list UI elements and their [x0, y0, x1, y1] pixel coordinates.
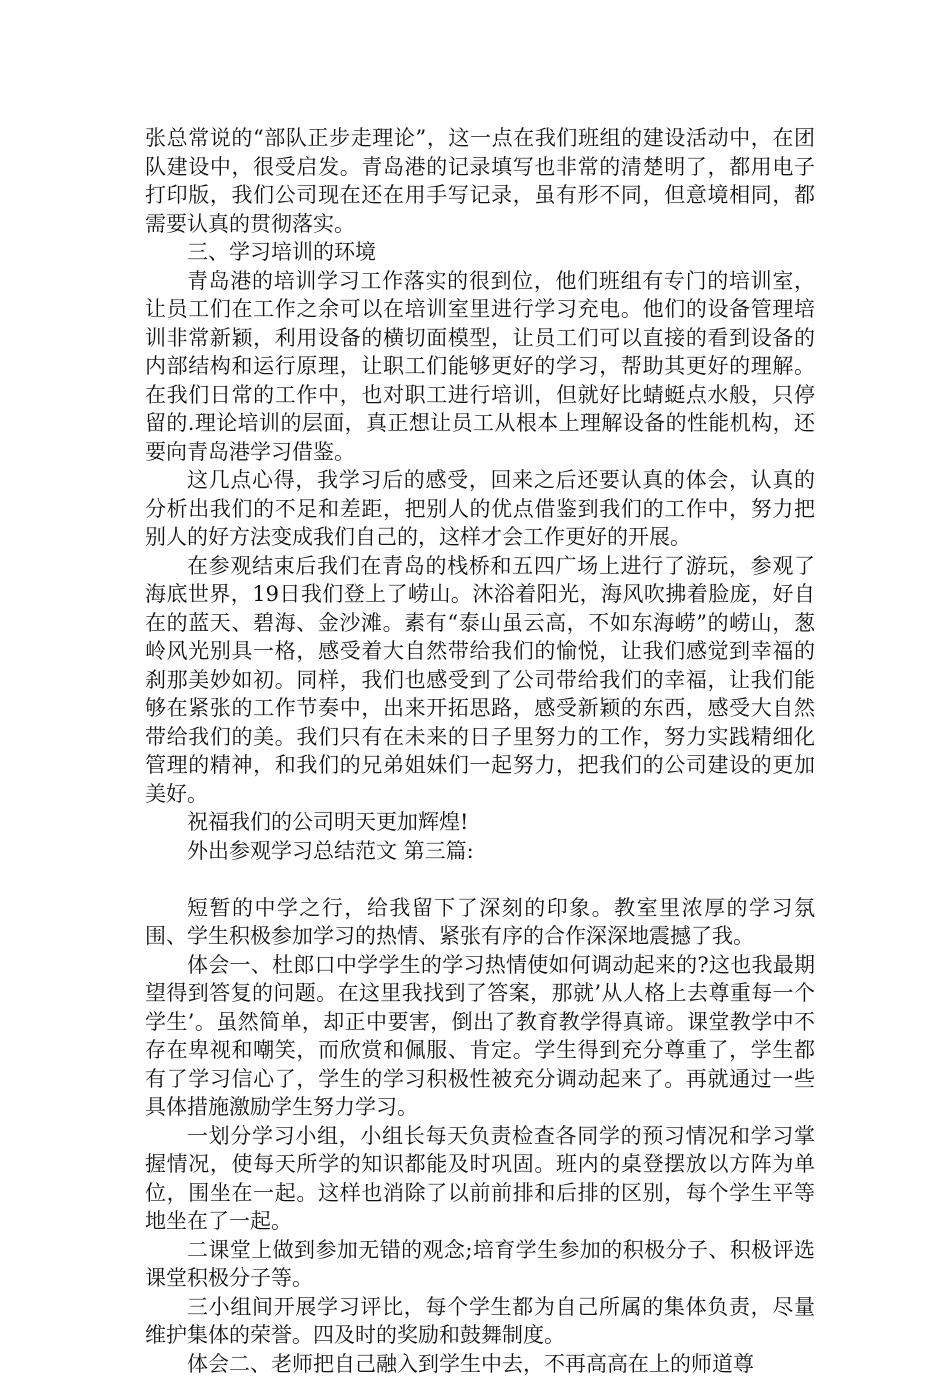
section-title-part-three: 外出参观学习总结范文 第三篇: [145, 837, 815, 866]
paragraph-experience-two: 体会二、老师把自己融入到学生中去，不再高高在上的师道尊 [145, 1350, 815, 1378]
paragraph-impression: 短暂的中学之行，给我留下了深刻的印象。教室里浓厚的学习氛围、学生积极参加学习的热情、紧张有序的合作深深地震撼了我。 [145, 894, 815, 951]
document-page [145, 124, 815, 1378]
paragraph-continuation: 张总常说的“部队正步走理论”，这一点在我们班组的建设活动中，在团队建设中，很受启发。青岛港的记录填写也非常的清楚明了，都用电子打印版，我们公司现在还在用手写记录，虽有形不同，但意境相同，都需要认真的贯彻落实。 [145, 124, 815, 238]
paragraph-study-groups: 一划分学习小组，小组长每天负责检查各同学的预习情况和学习掌握情况，使每天所学的知识都能及时巩固。班内的桌登摆放以方阵为单位，围坐在一起。这样也消除了以前前排和后排的区别，每个学生平等地坐在了一起。 [145, 1122, 815, 1236]
blank-line [145, 865, 815, 894]
paragraph-visit: 在参观结束后我们在青岛的栈桥和五四广场上进行了游玩，参观了海底世界，19日我们登上了崂山。沐浴着阳光，海风吹拂着脸庞，好自在的蓝天、碧海、金沙滩。素有“泰山虽云高，不如东海崂”的崂山，葱岭风光别具一格，感受着大自然带给我们的愉悦，让我们感觉到幸福的刹那美妙如初。同样，我们也感受到了公司带给我们的幸福，让我们能够在紧张的工作节奏中，出来开拓思路，感受新颖的东西，感受大自然带给我们的美。我们只有在未来的日子里努力的工作，努力实践精细化管理的精神，和我们的兄弟姐妹们一起努力，把我们的公司建设的更加美好。 [145, 552, 815, 809]
paragraph-training: 青岛港的培训学习工作落实的很到位，他们班组有专门的培训室，让员工们在工作之余可以在培训室里进行学习充电。他们的设备管理培训非常新颖，利用设备的横切面模型，让员工们可以直接的看到设备的内部结构和运行原理，让职工们能够更好的学习，帮助其更好的理解。在我们日常的工作中，也对职工进行培训，但就好比蜻蜓点水般，只停留的.理论培训的层面，真正想让员工从根本上理解设备的性能机构，还要向青岛港学习借鉴。 [145, 267, 815, 467]
paragraph-experience-one: 体会一、杜郎口中学学生的学习热情使如何调动起来的?这也我最期望得到答复的问题。在这里我找到了答案，那就’从人格上去尊重每一个学生’。虽然简单，却正中要害，倒出了教育教学得真谛。课堂教学中不存在卑视和嘲笑，而欣赏和佩服、肯定。学生得到充分尊重了，学生都有了学习信心了，学生的学习积极性被充分调动起来了。再就通过一些具体措施激励学生努力学习。 [145, 951, 815, 1122]
paragraph-reflection: 这几点心得，我学习后的感受，回来之后还要认真的体会，认真的分析出我们的不足和差距，把别人的优点借鉴到我们的工作中，努力把别人的好方法变成我们自己的，这样才会工作更好的开展。 [145, 466, 815, 552]
paragraph-classroom: 二课堂上做到参加无错的观念;培育学生参加的积极分子、积极评选课堂积极分子等。 [145, 1236, 815, 1293]
paragraph-group-evaluation: 三小组间开展学习评比，每个学生都为自己所属的集体负责，尽量维护集体的荣誉。四及时的奖励和鼓舞制度。 [145, 1293, 815, 1350]
section-heading-training-environment: 三、学习培训的环境 [145, 238, 815, 267]
paragraph-blessing: 祝福我们的公司明天更加辉煌! [145, 808, 815, 837]
